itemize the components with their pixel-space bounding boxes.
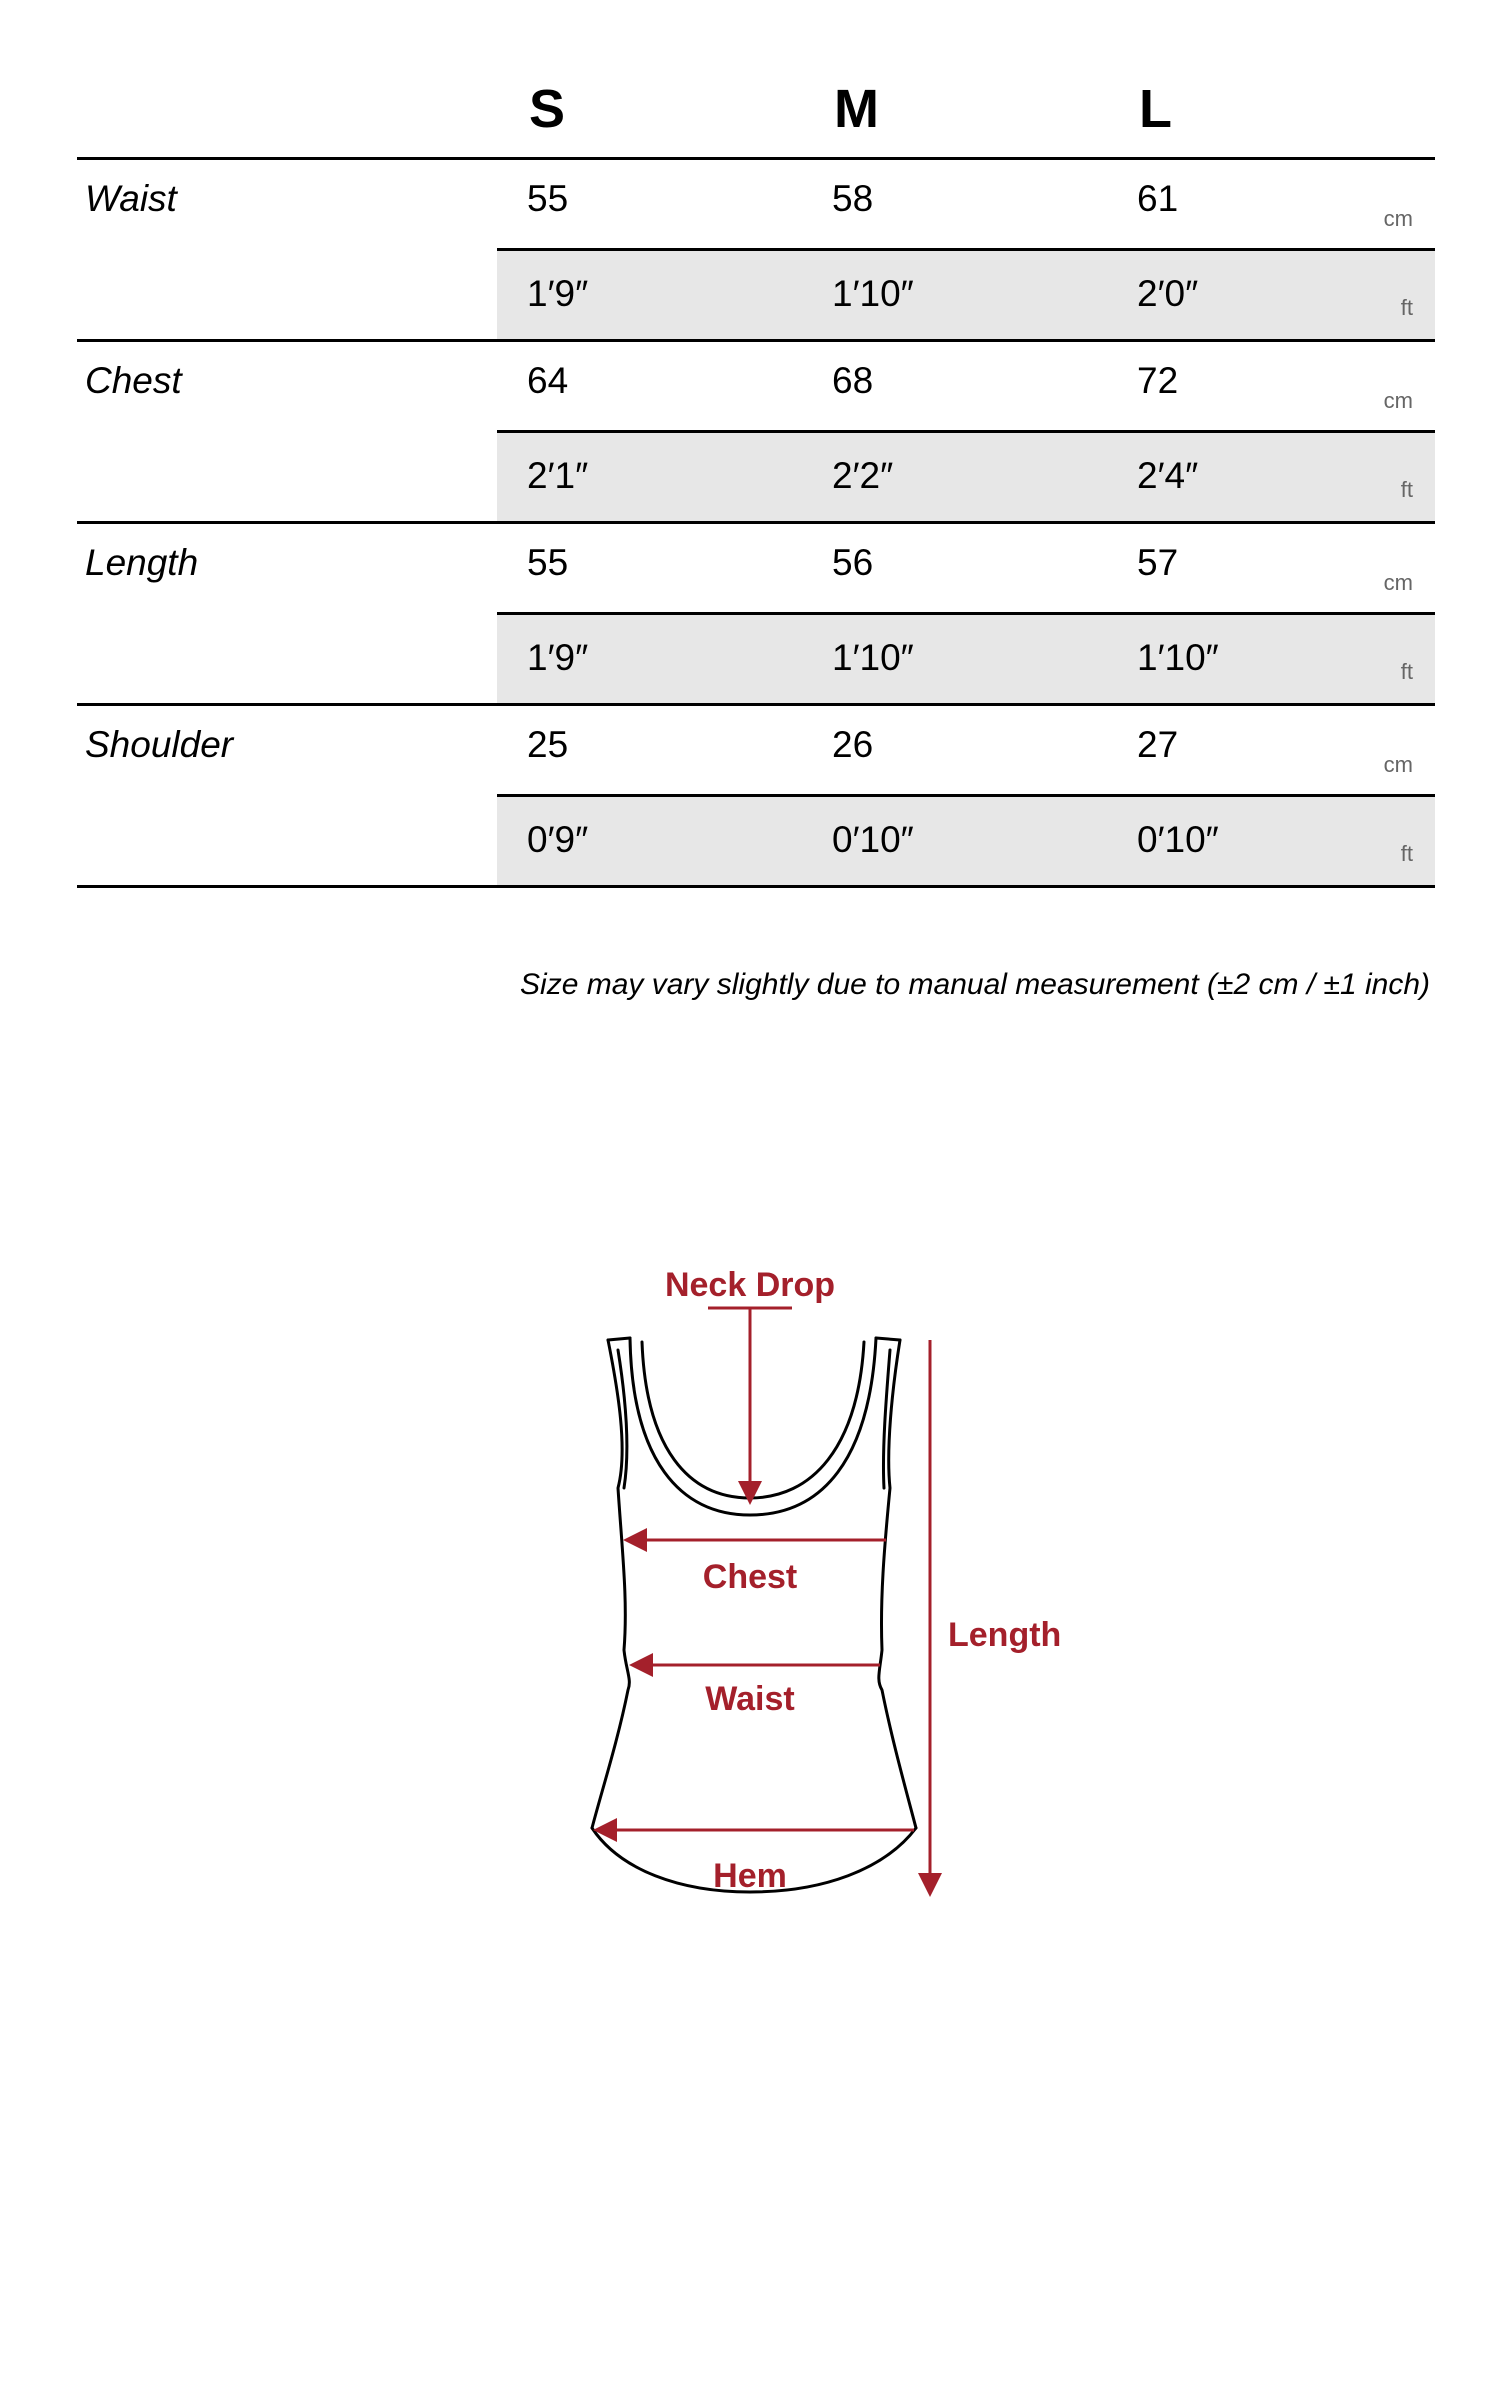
unit-label: cm: [1383, 388, 1413, 413]
cm-row: [497, 706, 1435, 797]
size-header-row: [77, 70, 1435, 160]
value-cell: 2′4″: [1137, 455, 1199, 496]
value-cell: 64: [527, 360, 569, 401]
measurement-group-chest: [77, 342, 1435, 524]
unit-label: cm: [1383, 570, 1413, 595]
value-cell: 2′2″: [832, 455, 894, 496]
cm-row: [497, 524, 1435, 615]
value-cell: 58: [832, 178, 874, 219]
cm-row: [497, 160, 1435, 251]
value-cell: 1′10″: [832, 637, 914, 678]
unit-label: cm: [1383, 206, 1413, 231]
measurement-label: Length: [85, 542, 199, 583]
unit-label: cm: [1383, 752, 1413, 777]
value-cell: 1′9″: [527, 637, 589, 678]
value-cell: 55: [527, 178, 569, 219]
ft-row: [497, 251, 1435, 339]
tank-top-outline: [592, 1338, 916, 1892]
waist-label: Waist: [705, 1680, 795, 1718]
value-cell: 1′10″: [1137, 637, 1219, 678]
measurement-group-waist: [77, 160, 1435, 342]
size-header-l: L: [1139, 79, 1172, 139]
unit-label: ft: [1400, 659, 1413, 684]
value-cell: 1′10″: [832, 273, 914, 314]
size-header-s: S: [529, 79, 566, 139]
tank-top-diagram: [560, 1270, 1100, 1930]
value-cell: 27: [1137, 724, 1179, 765]
measurement-group-length: [77, 524, 1435, 706]
value-cell: 72: [1137, 360, 1179, 401]
value-cell: 2′0″: [1137, 273, 1199, 314]
value-cell: 0′10″: [1137, 819, 1219, 860]
ft-row: [497, 615, 1435, 703]
value-cell: 26: [832, 724, 874, 765]
unit-label: ft: [1400, 841, 1413, 866]
value-cell: 2′1″: [527, 455, 589, 496]
value-cell: 25: [527, 724, 569, 765]
value-cell: 57: [1137, 542, 1179, 583]
value-cell: 0′10″: [832, 819, 914, 860]
value-cell: 55: [527, 542, 569, 583]
value-cell: 68: [832, 360, 874, 401]
chest-label: Chest: [702, 1558, 798, 1596]
size-chart-table: [77, 70, 1435, 1001]
hem-label: Hem: [713, 1857, 787, 1895]
value-cell: 1′9″: [527, 273, 589, 314]
value-cell: 56: [832, 542, 874, 583]
size-header-m: M: [834, 79, 879, 139]
measurement-group-shoulder: [77, 706, 1435, 888]
unit-label: ft: [1400, 477, 1413, 502]
measurement-label: Waist: [85, 178, 177, 219]
value-cell: 61: [1137, 178, 1179, 219]
value-cell: 0′9″: [527, 819, 589, 860]
unit-label: ft: [1400, 295, 1413, 320]
ft-row: [497, 797, 1435, 885]
neck-drop-label: Neck Drop: [664, 1270, 836, 1304]
measurement-label: Shoulder: [85, 724, 234, 765]
length-label: Length: [948, 1616, 1062, 1654]
measurement-note: Size may vary slightly due to manual measurement (±2 cm / ±1 inch): [520, 968, 1430, 1001]
cm-row: [497, 342, 1435, 433]
measurement-label: Chest: [85, 360, 182, 401]
ft-row: [497, 433, 1435, 521]
